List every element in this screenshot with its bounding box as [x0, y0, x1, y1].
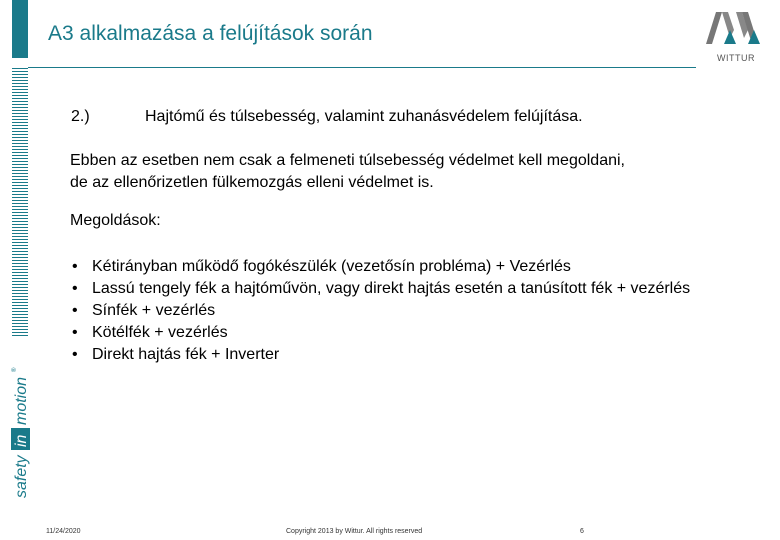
bullet-icon: • — [72, 258, 78, 275]
item-number: 2.) — [71, 108, 90, 125]
list-item — [72, 322, 690, 344]
tagline-safety: safety — [13, 455, 30, 498]
page-title: A3 alkalmazása a felújítások során — [48, 22, 373, 45]
footer-copyright: Copyright 2013 by Wittur. All rights reserved — [286, 528, 423, 535]
footer-date: 11/24/2020 — [46, 528, 81, 535]
tagline-motion: motion — [13, 376, 30, 425]
list-item-text: Lassú tengely fék a hajtóművön, vagy direkt hajtás esetén a tanúsított fék + vezérlés — [92, 280, 691, 297]
safety-in-motion-logo — [4, 350, 34, 500]
title-divider — [28, 67, 696, 68]
intro-paragraph — [70, 150, 625, 194]
list-item — [72, 344, 690, 366]
list-item — [72, 278, 690, 300]
list-item — [72, 256, 690, 278]
solutions-heading: Megoldások: — [70, 212, 161, 229]
bullet-icon: • — [72, 324, 78, 341]
footer-page-number: 6 — [580, 528, 584, 535]
paragraph-line: de az ellenőrizetlen fülkemozgás elleni védelmet is. — [70, 174, 434, 191]
list-item-text: Direkt hajtás fék + Inverter — [92, 346, 280, 363]
sidebar-stripes — [12, 68, 28, 338]
list-item-text: Sínfék + vezérlés — [92, 302, 216, 319]
item-heading: Hajtómű és túlsebesség, valamint zuhanásvédelem felújítása. — [145, 108, 583, 125]
paragraph-line: Ebben az esetben nem csak a felmeneti túlsebesség védelmet kell megoldani, — [70, 152, 625, 169]
solutions-list — [72, 256, 690, 366]
list-item-text: Kétirányban működő fogókészülék (vezetősín probléma) + Vezérlés — [92, 258, 571, 275]
tagline-in: in — [13, 434, 30, 447]
list-item — [72, 300, 690, 322]
sidebar-color-block — [12, 0, 28, 58]
registered-mark: ® — [12, 367, 18, 372]
wittur-logo-text: WITTUR — [717, 53, 755, 63]
bullet-icon: • — [72, 280, 78, 297]
bullet-icon: • — [72, 302, 78, 319]
bullet-icon: • — [72, 346, 78, 363]
list-item-text: Kötélfék + vezérlés — [92, 324, 228, 341]
